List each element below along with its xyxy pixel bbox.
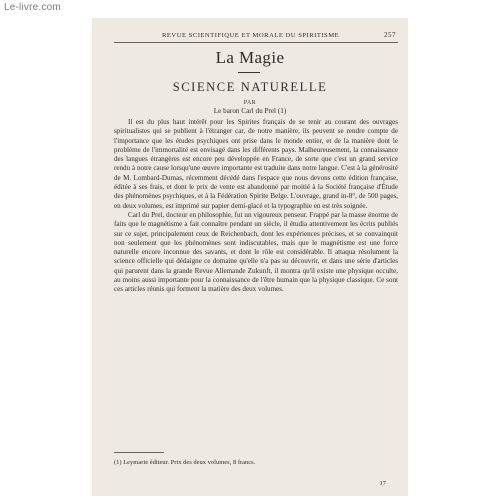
article-subtitle: SCIENCE NATURELLE [172, 80, 328, 94]
body-paragraph: Carl du Prel, docteur en philosophie, fut un vigoureux penseur. Frappé par la masse énorme de faits que le magnétisme a fait connaître pendant un siècle, il étudia attentivement les écrits publiés sur ce sujet, principalement ceux de Reichenbach, dont les expériences précises, et se convainquit non seulement que les phénomènes sont indiscutables, mais que le magnétisme est une force naturelle encore inconnue des savants, et dont le rôle est considérable. Il attaqua résolument la science officielle qui dédaigne ce domaine qu'elle n'a pas su découvrir, et dans une série d'articles qui parurent dans la grande Revue Allemande Zukunft, il montra qu'il existe une physique occulte, au moins aussi importante pour la connaissance de l'être humain que la physique classique. Ce sont ces articles réunis qui forment la matière des deux volumes. [114, 210, 398, 294]
watermark-text: Le-livre.com [4, 2, 61, 13]
footnote-divider [114, 452, 164, 453]
title-divider [238, 72, 260, 73]
footnote: (1) Leymarie éditeur. Prix des deux volumes, 8 francs. [114, 459, 256, 466]
byline-prefix: PAR [243, 100, 257, 106]
article-body [114, 118, 398, 295]
article-title: La Magie [215, 48, 285, 67]
running-title: REVUE SCIENTIFIQUE ET MORALE DU SPIRITISME [162, 32, 340, 39]
article-author: Le baron Carl du Prel (1) [213, 107, 287, 115]
page-header [114, 28, 398, 43]
printer-signature: 17 [379, 480, 386, 487]
page-number: 257 [384, 31, 396, 39]
body-paragraph: Il est du plus haut intérêt pour les Spirites français de se tenir au courant des ouvrages spiritualistes qui se publient à l'étranger car, de notre manière, ils peuvent se rendre compte de l'importance que les études psychiques ont prise dans le monde entier, et de la manière dont le problème de l'immortalité est envisagé dans les différents pays. Malheureusement, la connaissance des langues étrangères est encore peu développée en France, de sorte que c'est un grand service rendu à notre cause lorsqu'une œuvre importante est traduite dans notre langue. C'est à la générosité de M. Lombard-Dumas, récemment décédé dans l'espace que nous devons cette édition française, éditée à ses frais, et dont le prix de vente est abandonné par moitié à la Société française d'Étude des phénomènes psychiques, et à la Fédération Spirite Belge. L'ouvrage, grand in-8°, de 500 pages, en deux volumes, est imprimé sur papier demi-glacé et la typographie en est très soignée. [114, 118, 398, 210]
book-page [92, 18, 408, 496]
